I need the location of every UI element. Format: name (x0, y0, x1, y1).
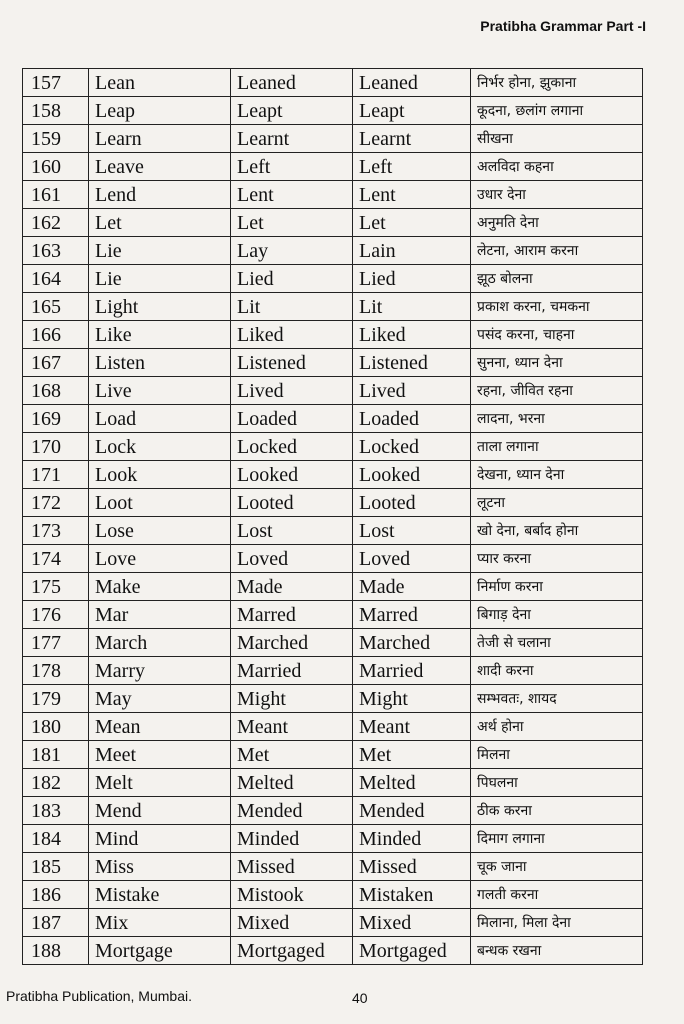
table-row (23, 881, 643, 909)
serial-number-cell: 178 (23, 657, 89, 685)
base-form-cell: Love (89, 545, 231, 573)
base-form-cell: Look (89, 461, 231, 489)
hindi-meaning-cell: लेटना, आराम करना (471, 237, 643, 265)
base-form-cell: Let (89, 209, 231, 237)
past-form-cell: Married (231, 657, 353, 685)
base-form-cell: Lend (89, 181, 231, 209)
past-form-cell: Liked (231, 321, 353, 349)
serial-number-cell: 187 (23, 909, 89, 937)
table-row (23, 629, 643, 657)
base-form-cell: Mend (89, 797, 231, 825)
table-row (23, 433, 643, 461)
past-form-cell: Mortgaged (231, 937, 353, 965)
past-form-cell: Marred (231, 601, 353, 629)
base-form-cell: Make (89, 573, 231, 601)
hindi-meaning-cell: पिघलना (471, 769, 643, 797)
base-form-cell: Mix (89, 909, 231, 937)
table-row (23, 293, 643, 321)
hindi-meaning-cell: दिमाग लगाना (471, 825, 643, 853)
past-form-cell: Met (231, 741, 353, 769)
table-row (23, 853, 643, 881)
past-participle-cell: Looted (353, 489, 471, 517)
past-participle-cell: Marched (353, 629, 471, 657)
hindi-meaning-cell: अनुमति देना (471, 209, 643, 237)
past-form-cell: Leapt (231, 97, 353, 125)
past-form-cell: Loved (231, 545, 353, 573)
hindi-meaning-cell: सम्भवतः, शायद (471, 685, 643, 713)
past-form-cell: Meant (231, 713, 353, 741)
past-participle-cell: Loaded (353, 405, 471, 433)
table-row (23, 265, 643, 293)
base-form-cell: Listen (89, 349, 231, 377)
past-participle-cell: Liked (353, 321, 471, 349)
base-form-cell: Light (89, 293, 231, 321)
page-number: 40 (352, 990, 368, 1006)
base-form-cell: Load (89, 405, 231, 433)
table-row (23, 769, 643, 797)
past-participle-cell: Lost (353, 517, 471, 545)
base-form-cell: May (89, 685, 231, 713)
past-form-cell: Lay (231, 237, 353, 265)
hindi-meaning-cell: ताला लगाना (471, 433, 643, 461)
past-participle-cell: Leapt (353, 97, 471, 125)
past-form-cell: Missed (231, 853, 353, 881)
base-form-cell: Lean (89, 69, 231, 97)
past-participle-cell: Meant (353, 713, 471, 741)
table-row (23, 937, 643, 965)
base-form-cell: Lie (89, 237, 231, 265)
table-row (23, 125, 643, 153)
hindi-meaning-cell: देखना, ध्यान देना (471, 461, 643, 489)
verb-table-body (23, 69, 643, 965)
base-form-cell: Mar (89, 601, 231, 629)
serial-number-cell: 183 (23, 797, 89, 825)
base-form-cell: Lose (89, 517, 231, 545)
serial-number-cell: 184 (23, 825, 89, 853)
serial-number-cell: 166 (23, 321, 89, 349)
hindi-meaning-cell: लूटना (471, 489, 643, 517)
table-row (23, 153, 643, 181)
serial-number-cell: 168 (23, 377, 89, 405)
serial-number-cell: 176 (23, 601, 89, 629)
table-row (23, 573, 643, 601)
past-participle-cell: Mended (353, 797, 471, 825)
serial-number-cell: 181 (23, 741, 89, 769)
serial-number-cell: 164 (23, 265, 89, 293)
hindi-meaning-cell: निर्माण करना (471, 573, 643, 601)
past-form-cell: Leaned (231, 69, 353, 97)
past-form-cell: Locked (231, 433, 353, 461)
past-participle-cell: Let (353, 209, 471, 237)
past-participle-cell: Listened (353, 349, 471, 377)
table-row (23, 601, 643, 629)
past-form-cell: Learnt (231, 125, 353, 153)
publisher-footer: Pratibha Publication, Mumbai. (6, 988, 192, 1004)
past-participle-cell: Lived (353, 377, 471, 405)
hindi-meaning-cell: पसंद करना, चाहना (471, 321, 643, 349)
past-form-cell: Looked (231, 461, 353, 489)
hindi-meaning-cell: सीखना (471, 125, 643, 153)
table-row (23, 321, 643, 349)
serial-number-cell: 182 (23, 769, 89, 797)
hindi-meaning-cell: मिलाना, मिला देना (471, 909, 643, 937)
past-form-cell: Left (231, 153, 353, 181)
hindi-meaning-cell: झूठ बोलना (471, 265, 643, 293)
hindi-meaning-cell: निर्भर होना, झुकाना (471, 69, 643, 97)
base-form-cell: Live (89, 377, 231, 405)
serial-number-cell: 179 (23, 685, 89, 713)
table-row (23, 713, 643, 741)
serial-number-cell: 160 (23, 153, 89, 181)
past-form-cell: Loaded (231, 405, 353, 433)
hindi-meaning-cell: प्रकाश करना, चमकना (471, 293, 643, 321)
serial-number-cell: 159 (23, 125, 89, 153)
base-form-cell: Marry (89, 657, 231, 685)
hindi-meaning-cell: अलविदा कहना (471, 153, 643, 181)
past-form-cell: Mended (231, 797, 353, 825)
base-form-cell: Meet (89, 741, 231, 769)
table-row (23, 545, 643, 573)
serial-number-cell: 161 (23, 181, 89, 209)
past-participle-cell: Looked (353, 461, 471, 489)
hindi-meaning-cell: अर्थ होना (471, 713, 643, 741)
past-participle-cell: Learnt (353, 125, 471, 153)
past-form-cell: Listened (231, 349, 353, 377)
table-row (23, 517, 643, 545)
serial-number-cell: 167 (23, 349, 89, 377)
table-row (23, 741, 643, 769)
past-form-cell: Mistook (231, 881, 353, 909)
past-participle-cell: Loved (353, 545, 471, 573)
base-form-cell: Leave (89, 153, 231, 181)
table-row (23, 209, 643, 237)
hindi-meaning-cell: चूक जाना (471, 853, 643, 881)
serial-number-cell: 185 (23, 853, 89, 881)
table-row (23, 797, 643, 825)
past-participle-cell: Lent (353, 181, 471, 209)
hindi-meaning-cell: गलती करना (471, 881, 643, 909)
serial-number-cell: 163 (23, 237, 89, 265)
hindi-meaning-cell: बिगाड़ देना (471, 601, 643, 629)
table-row (23, 377, 643, 405)
serial-number-cell: 157 (23, 69, 89, 97)
past-form-cell: Lost (231, 517, 353, 545)
past-form-cell: Lent (231, 181, 353, 209)
serial-number-cell: 188 (23, 937, 89, 965)
base-form-cell: Lock (89, 433, 231, 461)
past-participle-cell: Met (353, 741, 471, 769)
past-form-cell: Might (231, 685, 353, 713)
serial-number-cell: 171 (23, 461, 89, 489)
past-participle-cell: Lain (353, 237, 471, 265)
past-participle-cell: Married (353, 657, 471, 685)
base-form-cell: Mistake (89, 881, 231, 909)
past-form-cell: Mixed (231, 909, 353, 937)
table-row (23, 237, 643, 265)
past-participle-cell: Made (353, 573, 471, 601)
hindi-meaning-cell: बन्धक रखना (471, 937, 643, 965)
base-form-cell: Like (89, 321, 231, 349)
base-form-cell: Lie (89, 265, 231, 293)
hindi-meaning-cell: तेजी से चलाना (471, 629, 643, 657)
hindi-meaning-cell: कूदना, छलांग लगाना (471, 97, 643, 125)
page-header-title: Pratibha Grammar Part -I (480, 18, 646, 34)
past-form-cell: Lied (231, 265, 353, 293)
hindi-meaning-cell: लादना, भरना (471, 405, 643, 433)
table-row (23, 461, 643, 489)
serial-number-cell: 165 (23, 293, 89, 321)
base-form-cell: Learn (89, 125, 231, 153)
past-participle-cell: Minded (353, 825, 471, 853)
hindi-meaning-cell: रहना, जीवित रहना (471, 377, 643, 405)
past-participle-cell: Marred (353, 601, 471, 629)
table-row (23, 405, 643, 433)
serial-number-cell: 172 (23, 489, 89, 517)
base-form-cell: March (89, 629, 231, 657)
table-row (23, 825, 643, 853)
hindi-meaning-cell: उधार देना (471, 181, 643, 209)
base-form-cell: Mind (89, 825, 231, 853)
past-participle-cell: Mistaken (353, 881, 471, 909)
table-row (23, 489, 643, 517)
past-form-cell: Let (231, 209, 353, 237)
past-form-cell: Made (231, 573, 353, 601)
hindi-meaning-cell: शादी करना (471, 657, 643, 685)
past-participle-cell: Mortgaged (353, 937, 471, 965)
serial-number-cell: 173 (23, 517, 89, 545)
serial-number-cell: 169 (23, 405, 89, 433)
past-participle-cell: Might (353, 685, 471, 713)
table-row (23, 97, 643, 125)
past-form-cell: Melted (231, 769, 353, 797)
base-form-cell: Mortgage (89, 937, 231, 965)
serial-number-cell: 158 (23, 97, 89, 125)
past-participle-cell: Lit (353, 293, 471, 321)
hindi-meaning-cell: प्यार करना (471, 545, 643, 573)
base-form-cell: Leap (89, 97, 231, 125)
table-row (23, 909, 643, 937)
past-participle-cell: Locked (353, 433, 471, 461)
past-participle-cell: Leaned (353, 69, 471, 97)
table-row (23, 69, 643, 97)
base-form-cell: Mean (89, 713, 231, 741)
serial-number-cell: 162 (23, 209, 89, 237)
table-row (23, 349, 643, 377)
serial-number-cell: 175 (23, 573, 89, 601)
serial-number-cell: 170 (23, 433, 89, 461)
past-form-cell: Lived (231, 377, 353, 405)
past-form-cell: Minded (231, 825, 353, 853)
past-participle-cell: Missed (353, 853, 471, 881)
base-form-cell: Miss (89, 853, 231, 881)
serial-number-cell: 186 (23, 881, 89, 909)
past-form-cell: Marched (231, 629, 353, 657)
past-participle-cell: Left (353, 153, 471, 181)
hindi-meaning-cell: ठीक करना (471, 797, 643, 825)
verb-forms-table (22, 68, 643, 965)
table-row (23, 181, 643, 209)
hindi-meaning-cell: मिलना (471, 741, 643, 769)
past-form-cell: Looted (231, 489, 353, 517)
past-form-cell: Lit (231, 293, 353, 321)
base-form-cell: Melt (89, 769, 231, 797)
serial-number-cell: 177 (23, 629, 89, 657)
serial-number-cell: 174 (23, 545, 89, 573)
hindi-meaning-cell: खो देना, बर्बाद होना (471, 517, 643, 545)
past-participle-cell: Lied (353, 265, 471, 293)
past-participle-cell: Melted (353, 769, 471, 797)
past-participle-cell: Mixed (353, 909, 471, 937)
base-form-cell: Loot (89, 489, 231, 517)
hindi-meaning-cell: सुनना, ध्यान देना (471, 349, 643, 377)
table-row (23, 657, 643, 685)
table-row (23, 685, 643, 713)
serial-number-cell: 180 (23, 713, 89, 741)
